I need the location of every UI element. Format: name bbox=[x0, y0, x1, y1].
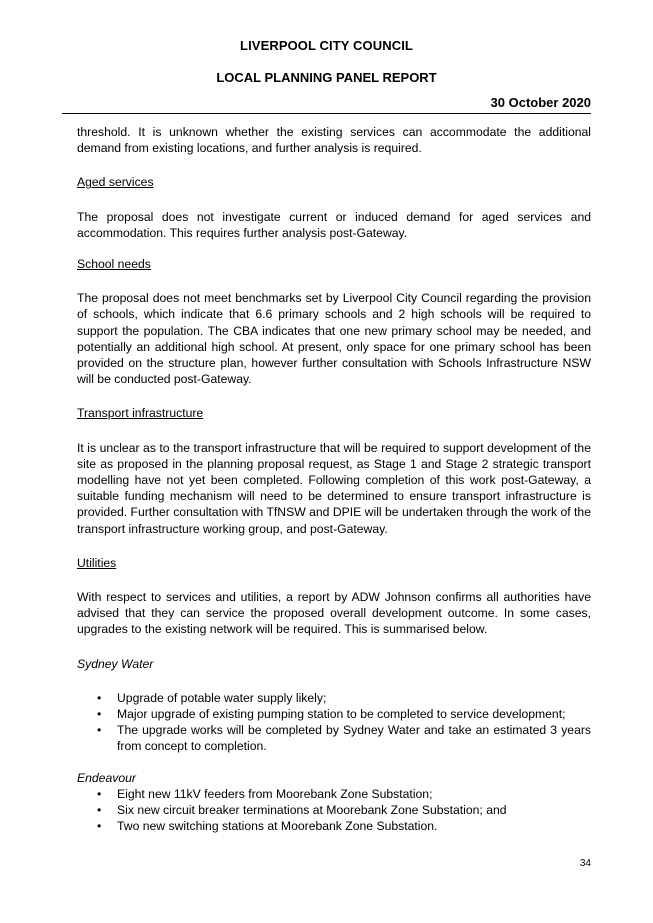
utilities-paragraph: With respect to services and utilities, a report by ADW Johnson confirms all authorities have advised that they can service the proposed overall development outcome. In some cases, upgrades to the existing network will be required. This is summarised below. bbox=[77, 590, 591, 637]
list-item: • Eight new 11kV feeders from Moorebank Zone Substation; bbox=[77, 786, 591, 802]
report-title: LOCAL PLANNING PANEL REPORT bbox=[216, 70, 437, 85]
report-body bbox=[77, 124, 591, 835]
endeavour-list bbox=[77, 786, 591, 835]
sydney-water-heading: Sydney Water bbox=[77, 656, 154, 671]
utilities-heading: Utilities bbox=[77, 555, 117, 570]
endeavour-heading: Endeavour bbox=[77, 770, 136, 785]
list-item: • Two new switching stations at Moorebank Zone Substation. bbox=[77, 818, 591, 834]
list-item: • Six new circuit breaker terminations at Moorebank Zone Substation; and bbox=[77, 802, 591, 818]
school-needs-heading: School needs bbox=[77, 257, 151, 272]
transport-paragraph: It is unclear as to the transport infrastructure that will be required to support development of the site as proposed in the planning proposal request, as Stage 1 and Stage 2 strategic transport modelling have not yet been completed. Following completion of this work post-Gateway, a suitable funding mechanism will need to be determined to ensure transport infrastructure is provided. Further consultation with TfNSW and DPIE will be undertaken through the work of the transport infrastructure working group, and post-Gateway. bbox=[77, 440, 591, 536]
list-item: • Major upgrade of existing pumping station to be completed to service development; bbox=[77, 706, 591, 722]
sydney-water-list bbox=[77, 690, 591, 755]
aged-services-paragraph: The proposal does not investigate current or induced demand for aged services and accommodation. This requires further analysis post-Gateway. bbox=[77, 209, 591, 240]
list-item: • Upgrade of potable water supply likely; bbox=[77, 690, 591, 706]
transport-heading: Transport infrastructure bbox=[77, 406, 204, 421]
list-item: • The upgrade works will be completed by Sydney Water and take an estimated 3 years from concept to completion. bbox=[77, 722, 591, 754]
report-date: 30 October 2020 bbox=[490, 95, 591, 110]
council-title: LIVERPOOL CITY COUNCIL bbox=[240, 38, 413, 53]
aged-services-heading: Aged services bbox=[77, 175, 154, 190]
school-needs-paragraph: The proposal does not meet benchmarks set by Liverpool City Council regarding the provision of schools, which indicate that 6.6 primary schools and 2 high schools will be required to support the population. The CBA indicates that one new primary school may be needed, and potentially an additional high school. At present, only space for one primary school has been provided on the structure plan, however further consultation with Schools Infrastructure NSW will be conducted post-Gateway. bbox=[77, 291, 591, 387]
intro-paragraph: threshold. It is unknown whether the existing services can accommodate the additional demand from existing locations, and further analysis is required. bbox=[77, 125, 591, 156]
page-number: 34 bbox=[579, 858, 591, 869]
header-rule bbox=[62, 113, 591, 114]
